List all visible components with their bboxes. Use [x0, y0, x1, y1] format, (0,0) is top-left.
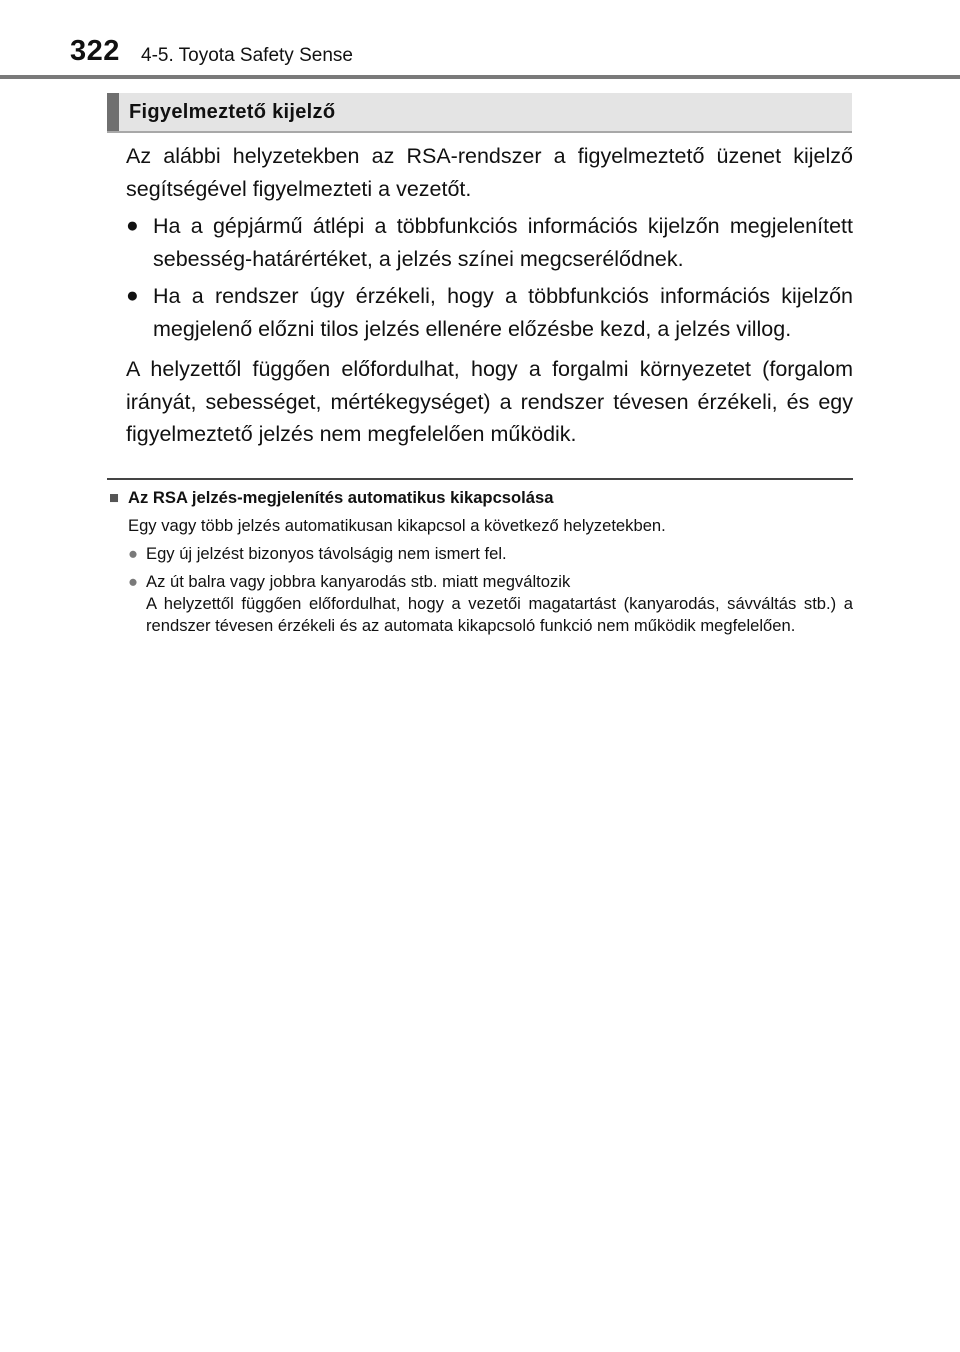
intro-paragraph: Az alábbi helyzetekben az RSA-rendszer a figyelmeztető üzenet kijelző segítségével figyelmezteti a vezetőt. [126, 144, 853, 201]
note-item-text: Egy új jelzést bizonyos távolságig nem ismert fel. [146, 544, 507, 563]
bullet-text: Ha a rendszer úgy érzékeli, hogy a többfunkciós információs kijelzőn megjelenő előzni tilos jelzés ellenére előzésbe kezd, a jelzés villog. [153, 284, 853, 341]
note-item-body [146, 543, 853, 565]
bullet-dot-icon: ● [128, 544, 139, 563]
heading-bar [107, 93, 852, 133]
section-divider [107, 478, 853, 480]
page-header [0, 0, 960, 80]
bullet-item [126, 280, 853, 345]
note-item-body [146, 571, 853, 637]
closing-paragraph: A helyzettől függően előfordulhat, hogy a forgalmi környezetet (forgalom irányát, sebességet, mértékegységet) a rendszer tévesen érzékeli, és egy figyelmeztető jelzés nem megfelelően működik. [126, 357, 853, 446]
bullet-dot-icon: ● [126, 214, 139, 237]
square-bullet-icon: ■ [109, 488, 120, 507]
heading-title: Figyelmeztető kijelző [129, 101, 336, 123]
heading-accent [107, 93, 119, 131]
note-item [128, 571, 853, 637]
bullet-item [126, 210, 853, 275]
note-intro: Egy vagy több jelzés automatikusan kikapcsol a következő helyzetekben. [128, 516, 666, 535]
bullet-dot-icon: ● [126, 284, 139, 307]
note-item-detail: A helyzettől függően előfordulhat, hogy a vezetői magatartást (kanyarodás, sávváltás stb.) a rendszer tévesen érzékeli és az automata kikapcsoló funkció nem működik megfelelően. [146, 594, 853, 635]
notes-section [109, 487, 853, 643]
page-number: 322 [70, 35, 120, 67]
note-item [128, 543, 853, 565]
section-title: 4-5. Toyota Safety Sense [141, 45, 353, 66]
bullet-dot-icon: ● [128, 572, 139, 591]
note-heading [109, 487, 853, 509]
note-heading-text: Az RSA jelzés-megjelenítés automatikus kikapcsolása [128, 488, 554, 507]
main-content [126, 140, 853, 451]
bullet-text: Ha a gépjármű átlépi a többfunkciós információs kijelzőn megjelenített sebesség-határértéket, a jelzés színei megcserélődnek. [153, 214, 853, 271]
header-rule [0, 75, 960, 79]
note-item-text: Az út balra vagy jobbra kanyarodás stb. miatt megváltozik [146, 572, 571, 591]
